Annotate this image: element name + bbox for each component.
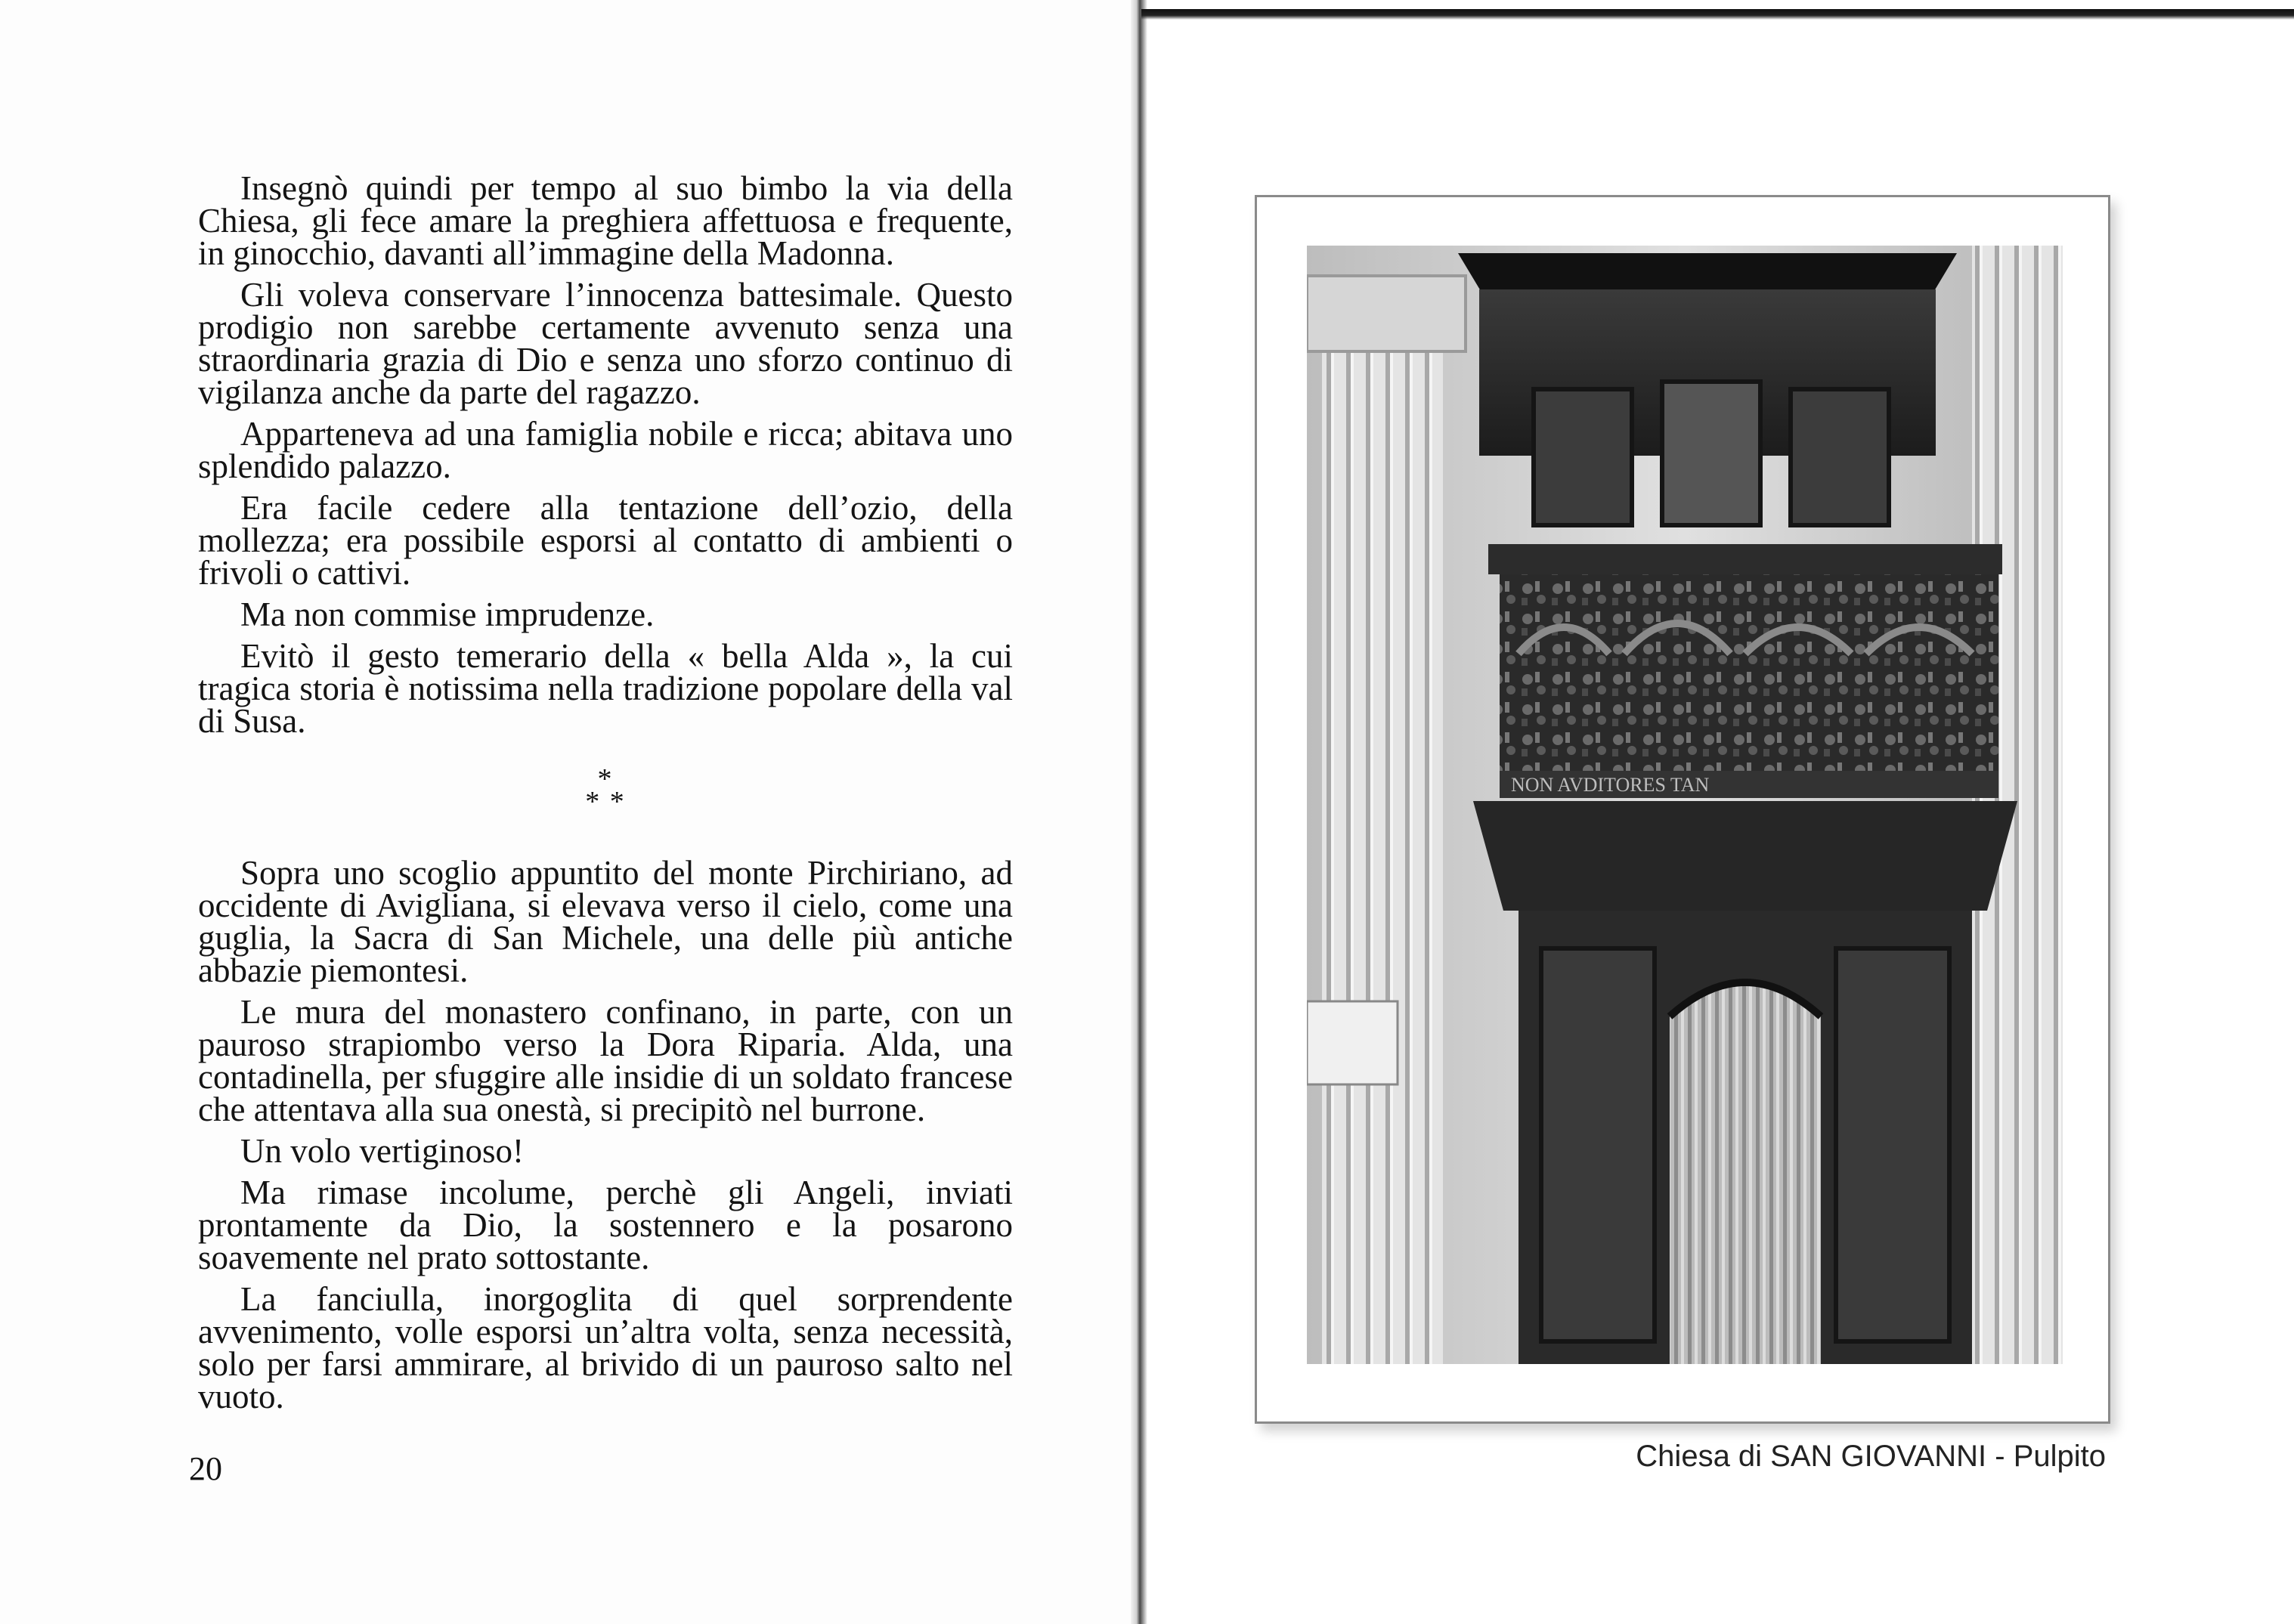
door-arch-curtain — [1670, 982, 1821, 1364]
paragraph: Ma rimase incolume, perchè gli Angeli, inviati prontamente da Dio, la sostennero e la posarono soavemente nel prato sottostante. — [198, 1174, 1013, 1276]
section-break-ornament — [198, 763, 1013, 818]
paragraph: Era facile cedere alla tentazione dell’ozio, della mollezza; era possibile esporsi al contatto di ambienti o frivoli o cattivi. — [198, 489, 1013, 592]
body-text — [198, 169, 1013, 1422]
paragraph: Le mura del monastero confinano, in parte, con un pauroso strapiombo verso la Dora Riparia. Alda, una contadinella, per sfuggire alle insidie di un soldato francese che attentava alla sua onestà, si precipitò nel burrone. — [198, 993, 1013, 1128]
sounding-board — [1458, 253, 1957, 291]
paragraph: Un volo vertiginoso! — [240, 1132, 524, 1170]
upper-panel-left — [1534, 389, 1632, 525]
paragraph: La fanciulla, inorgoglita di quel sorprendente avvenimento, volle esporsi un’altra volta, senza necessità, solo per farsi ammirare, al brivido di un pauroso salto nel vuoto. — [198, 1280, 1013, 1415]
paragraph: Insegnò quindi per tempo al suo bimbo la via della Chiesa, gli fece amare la preghiera affettuosa e frequente, in ginocchio, davanti all’immagine della Madonna. — [198, 169, 1013, 272]
photo-caption: Chiesa di SAN GIOVANNI - Pulpito — [1636, 1440, 2106, 1473]
balcony-cornice — [1488, 544, 2002, 574]
paragraph: Sopra uno scoglio appuntito del monte Pirchiriano, ad occidente di Avigliana, si elevava verso il cielo, come una guglia, la Sacra di San Michele, una delle più antiche abbazie piemontesi. — [198, 854, 1013, 989]
page-edge-shadow — [1141, 9, 2294, 20]
pulpit-base — [1473, 801, 2017, 911]
left-pilaster — [1322, 291, 1443, 1364]
left-pilaster-capital — [1307, 276, 1466, 351]
inscription-text: NON AVDITORES TAN — [1511, 774, 1710, 796]
pulpit-photo — [1307, 246, 2063, 1364]
upper-panel-right — [1791, 389, 1889, 525]
paragraph: Gli voleva conservare l’innocenza battesimale. Questo prodigio non sarebbe certamente avvenuto senza una straordinaria grazia di Dio e senza uno sforzo continuo di vigilanza anche da parte del ragazzo. — [198, 276, 1013, 411]
paragraph: Ma non commise imprudenze. — [240, 595, 655, 633]
left-page — [0, 0, 1138, 1624]
page-number: 20 — [189, 1450, 222, 1487]
ornament-bottom: * * — [585, 786, 626, 818]
door-panel-left — [1541, 948, 1655, 1341]
pulpit-illustration — [1307, 246, 2063, 1364]
wall-plaque — [1307, 1001, 1398, 1084]
photo-frame — [1255, 195, 2110, 1424]
paragraph: Evitò il gesto temerario della « bella Alda », la cui tragica storia è notissima nella tradizione popolare della val di Susa. — [198, 637, 1013, 740]
paragraph: Apparteneva ad una famiglia nobile e ricca; abitava uno splendido palazzo. — [198, 415, 1013, 485]
ornament-top: * — [597, 763, 614, 795]
upper-panel-center — [1662, 382, 1760, 525]
door-panel-right — [1836, 948, 1949, 1341]
book-gutter — [1131, 0, 1147, 1624]
carved-parapet — [1500, 574, 1998, 771]
